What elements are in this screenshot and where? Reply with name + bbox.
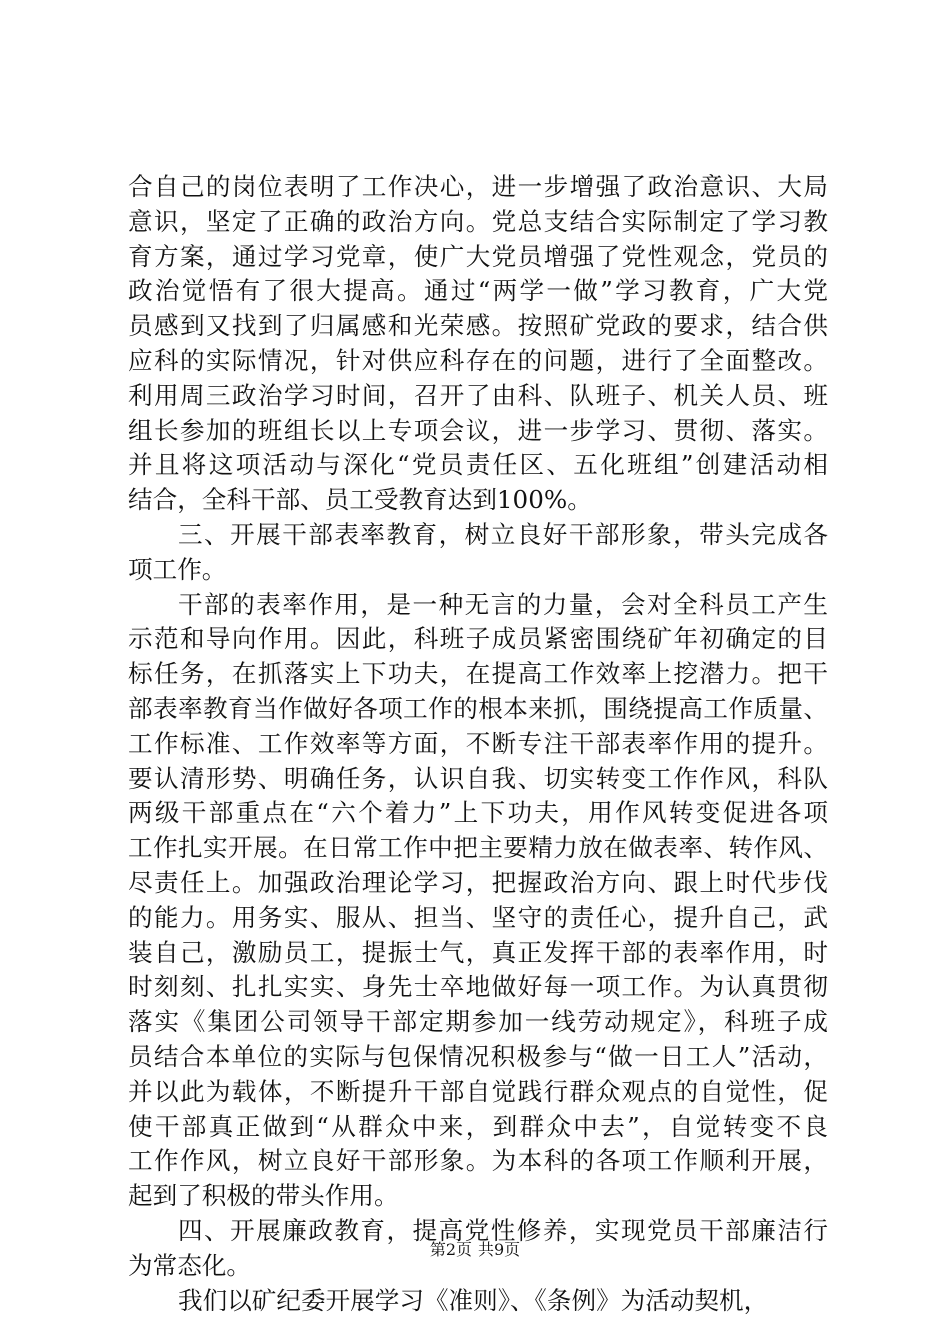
- paragraph-first-line: 干部的表率作用，是一种无言的力量，会对全科员工产生: [178, 589, 828, 619]
- text-line: 并以此为载体，不断提升干部自觉践行群众观点的自觉性，促: [128, 1076, 828, 1106]
- text-line: 落实《集团公司领导干部定期参加一线劳动规定》，科班子成: [128, 1007, 828, 1037]
- text-line: 合自己的岗位表明了工作决心，进一步增强了政治意识、大局: [128, 172, 828, 201]
- text-line: 政治觉悟有了很大提高。通过“两学一做”学习教育，广大党: [128, 276, 828, 306]
- section-heading: 三、开展干部表率教育，树立良好干部形象，带头完成各: [178, 519, 828, 549]
- text-line: 育方案，通过学习党章，使广大党员增强了党性观念，党员的: [128, 241, 828, 271]
- text-line: 意识，坚定了正确的政治方向。党总支结合实际制定了学习教: [128, 206, 828, 236]
- text-line: 尽责任上。加强政治理论学习，把握政治方向、跟上时代步伐: [128, 867, 828, 897]
- text-line: 工作标准、工作效率等方面，不断专注干部表率作用的提升。: [128, 728, 828, 758]
- section-heading-continued: 项工作。: [128, 554, 227, 584]
- text-line: 使干部真正做到“从群众中来，到群众中去”，自觉转变不良: [128, 1111, 828, 1141]
- text-line: 起到了积极的带头作用。: [128, 1181, 399, 1211]
- page-footer: [0, 1240, 950, 1260]
- text-line: 的能力。用务实、服从、担当、坚守的责任心，提升自己，武: [128, 902, 828, 932]
- page-total: 共9页: [478, 1240, 521, 1259]
- text-line: 标任务，在抓落实上下功夫，在提高工作效率上挖潜力。把干: [128, 659, 828, 689]
- text-line: 员感到又找到了归属感和光荣感。按照矿党政的要求，结合供: [128, 311, 828, 341]
- section-heading: 四、开展廉政教育，提高党性修养，实现党员干部廉洁行: [178, 1215, 828, 1245]
- paragraph-first-line: 我们以矿纪委开展学习《准则》、《条例》为活动契机，: [178, 1285, 769, 1315]
- text-line: 并且将这项活动与深化“党员责任区、五化班组”创建活动相: [128, 450, 828, 480]
- text-line: 利用周三政治学习时间，召开了由科、队班子、机关人员、班: [128, 380, 828, 410]
- text-line: 时刻刻、扎扎实实、身先士卒地做好每一项工作。为认真贯彻: [128, 972, 828, 1002]
- text-line: 部表率教育当作做好各项工作的根本来抓，围绕提高工作质量、: [128, 693, 828, 723]
- section-heading-continued: 为常态化。: [128, 1250, 251, 1280]
- text-line: 组长参加的班组长以上专项会议，进一步学习、贯彻、落实。: [128, 415, 828, 445]
- text-line: 员结合本单位的实际与包保情况积极参与“做一日工人”活动，: [128, 1041, 828, 1071]
- text-line: 装自己，激励员工，提振士气，真正发挥干部的表率作用，时: [128, 937, 828, 967]
- body-text: [128, 170, 828, 1318]
- text-line: 工作作风，树立良好干部形象。为本科的各项工作顺利开展，: [128, 1146, 828, 1176]
- text-line: 要认清形势、明确任务，认识自我、切实转变工作作风，科队: [128, 763, 828, 793]
- text-line: 结合，全科干部、员工受教育达到100%。: [128, 485, 592, 515]
- text-line: 两级干部重点在“六个着力”上下功夫，用作风转变促进各项: [128, 798, 828, 828]
- text-line: 示范和导向作用。因此，科班子成员紧密围绕矿年初确定的目: [128, 624, 828, 654]
- text-line: 工作扎实开展。在日常工作中把主要精力放在做表率、转作风、: [128, 833, 828, 863]
- page-number: 第2页: [429, 1240, 472, 1259]
- text-line: 应科的实际情况，针对供应科存在的问题，进行了全面整改。: [128, 345, 828, 375]
